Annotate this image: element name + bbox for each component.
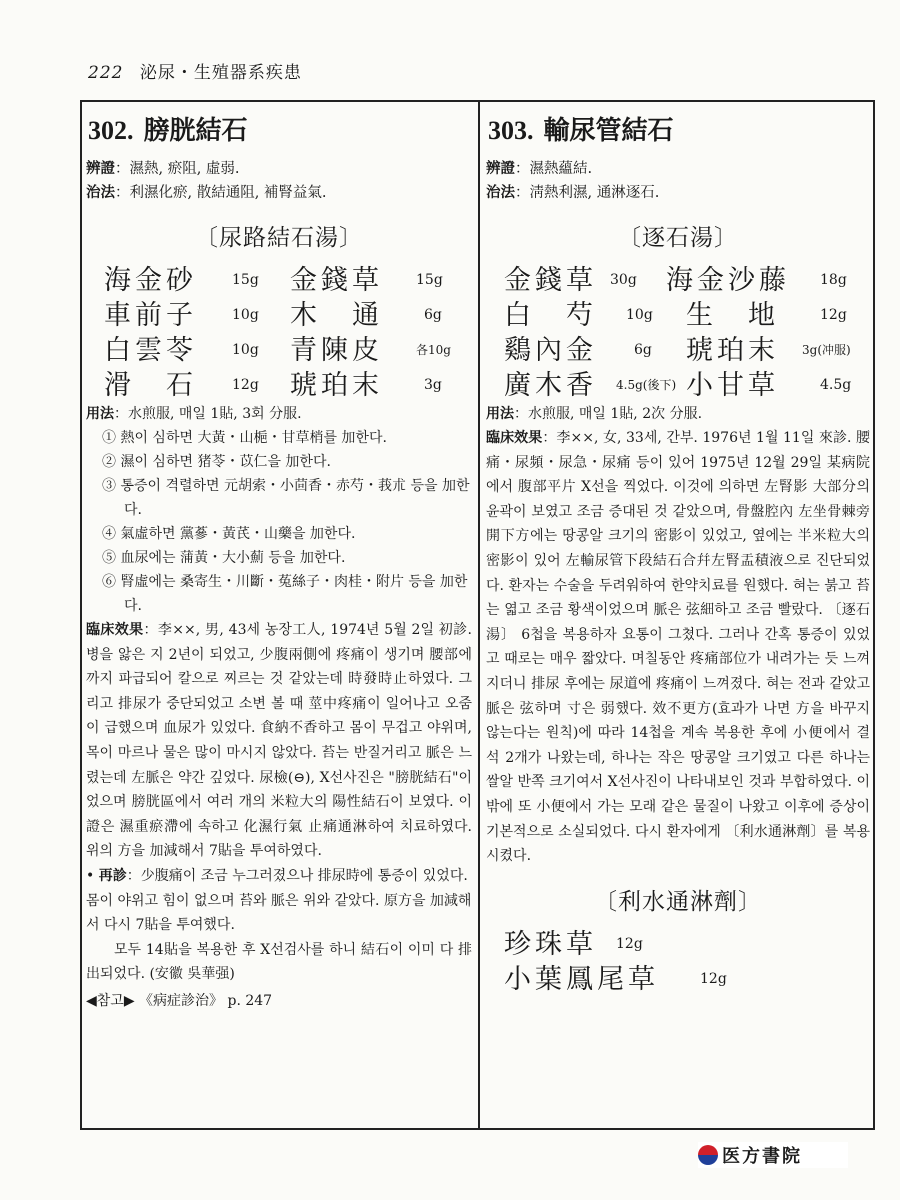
herb-row [104,293,472,331]
herb-dose: 12g [232,377,259,393]
herb-dose: 15g [232,272,259,288]
herb-name: 青陳皮 [290,335,383,366]
usage-line: 用法：水煎服, 매일 1貼, 3회 分服. [86,406,302,422]
modification-list [86,426,472,618]
herb-list [104,258,472,401]
herb-dose: 3g [424,377,442,393]
herb-name: 白 芍 [504,300,597,331]
entry-name: 膀胱結石 [143,116,248,146]
herb-name: 鷄內金 [504,335,597,366]
list-item: ② 濕이 심하면 猪苓・苡仁을 加한다. [102,454,331,470]
herb-dose: 12g [616,935,643,952]
prescription-name: 〔尿路結石湯〕 [195,225,363,251]
list-item: ④ 氣虛하면 黨蔘・黃芪・山藥을 加한다. [102,526,356,542]
section-title: 泌尿・生殖器系疾患 [139,63,302,83]
herb-dose: 12g [820,307,847,323]
herb-name: 小葉鳳尾草 [504,963,659,995]
recheck-paragraph: • 再診：少腹痛이 조금 누그러졌으나 排尿時에 통증이 있었다. 몸이 야위고 힘이 없으며 苔와 脈은 위와 같았다. 原方을 加減해서 다시 7貼을 투여했다. [86,867,472,934]
entry-303 [486,108,871,995]
herb-name: 金錢草 [504,265,597,296]
herb-dose: 各10g [416,343,451,357]
entry-number: 303. [488,116,534,145]
herb-row [504,957,870,995]
herb-row [504,258,870,296]
method-line: 治法：淸熱利濕, 通淋逐石. [486,184,660,201]
herb-row [104,363,472,401]
herb-dose: 12g [700,970,727,987]
publisher-name: 医方書院 [722,1146,802,1167]
entry-number: 302. [88,116,134,145]
herb-name: 金錢草 [290,265,383,296]
herb-dose: 10g [232,307,259,323]
prescription-name-2: 〔利水通淋劑〕 [594,888,762,915]
reference-line: ◀참고▶ 《病症診治》 p. 247 [86,992,273,1009]
herb-name: 生 地 [686,300,779,331]
clinical-paragraph: 臨床效果：李××, 男, 43세 농장工人, 1974년 5월 2일 初診. 병을 앓은 지 2년이 되었고, 少腹兩側에 疼痛이 생기며 腰部에까지 파급되어 칼으로 찌르는 것 같았는데 時發時止하였다. 그리고 排尿가 중단되었고 소변 볼 때 莖中疼痛이 일어나고 오줌이 급했으며 血尿가 있었다. 食納不香하고 몸이 무겁고 야위며, 목이 마르나 물은 많이 마시지 않았다. 苔는 반질거리고 脈은 느렸는데 左脈은 약간 깊었다. 尿檢(⊖), X선사진은 "膀胱結石"이었으며 膀胱區에서 여러 개의 米粒大의 陽性結石이 보였다. 이 證은 濕重瘀滯에 속하고 化濕行氣 止痛通淋하여 치료하였다. 위의 方을 加減해서 7貼을 투여하였다. [86,622,473,860]
list-item: ③ 통증이 격렬하면 元胡索・小茴香・赤芍・莪朮 등을 加한다. [102,478,470,518]
page-header [88,58,302,83]
herb-dose: 18g [820,272,847,288]
diagnosis-line: 辨證：濕熱蘊結. [486,160,593,177]
page-number: 222 [88,63,124,83]
herb-row [504,363,870,401]
column-divider [478,100,480,1130]
herb-name: 琥珀末 [686,335,779,366]
herb-list [504,258,870,401]
herb-name: 廣木香 [504,370,597,401]
herb-dose: 3g(冲服) [802,343,851,357]
diagnosis-line: 辨證：濕熱, 瘀阻, 虛弱. [86,160,240,177]
method-line: 治法：利濕化瘀, 散結通阻, 補腎益氣. [86,184,327,201]
herb-name: 小甘草 [686,370,779,401]
entry-302 [86,108,472,1013]
herb-name: 白雲苓 [104,335,197,366]
herb-row [104,258,472,296]
herb-dose: 6g [634,342,652,358]
clinical-paragraph: 臨床效果：李××, 女, 33세, 간부. 1976년 1월 11일 來診. 腰痛・尿頻・尿急・尿痛 등이 있어 1975년 12월 29일 某病院에서 腹部平片 X선을 찍었다. 이것에 의하면 左腎影 大部分의 윤곽이 보였고 조금 증대된 것 같았으며, 骨盤腔內 左坐骨棘旁開下方에는 땅콩알 크기의 密影이 있었고, 옆에는 半米粒大의 密影이 있어 左輸尿管下段結石合幷左腎盂積液으로 진단되었다. 환자는 수술을 두려워하여 한약치료를 원했다. 혀는 붉고 苔는 엷고 조금 황색이었으며 脈은 弦細하고 조금 빨랐다. 〔逐石湯〕 6첩을 복용하자 요통이 그쳤다. 그러나 간혹 통증이 있었고 때로는 매우 짧았다. 며칠동안 疼痛部位가 내려가는 듯 느껴지더니 排尿 후에는 尿道에 疼痛이 느껴졌다. 혀는 전과 같았고 脈은 弦하며 寸은 弱했다. 效不更方(효과가 나면 方을 바꾸지 않는다는 원칙)에 따라 14첩을 계속 복용한 후에 小便에서 결석 2개가 나왔는데, 하나는 작은 땅콩알 크기였고 다른 하나는 쌀알 반쪽 크기여서 X선사진이 나타내보인 것과 부합하였다. 이밖에 또 小便에서 가는 모래 같은 물질이 나왔고 이후에 증상이 기본적으로 소실되었다. 다시 환자에게 〔利水通淋劑〕를 복용시켰다. [486,430,871,865]
herb-dose: 30g [610,272,637,288]
herb-dose: 15g [416,272,443,288]
herb-dose: 4.5g [820,377,852,393]
herb-list-2 [504,922,870,995]
herb-dose: 10g [626,307,653,323]
herb-row [104,328,472,366]
list-item: ⑥ 腎虛에는 桑寄生・川斷・菟絲子・肉桂・附片 등을 加한다. [102,574,468,614]
entry-name: 輸尿管結石 [543,116,674,146]
herb-name: 珍珠草 [504,928,597,960]
final-paragraph: 모두 14貼을 복용한 후 X선검사를 하니 結石이 이미 다 排出되었다. (安徽 吳華强) [86,941,472,983]
prescription-name: 〔逐石湯〕 [618,225,738,251]
publisher-logo [698,1142,848,1168]
herb-name: 海金沙藤 [666,265,790,296]
herb-dose: 10g [232,342,259,358]
herb-name: 車前子 [104,300,197,331]
herb-row [504,328,870,366]
herb-name: 琥珀末 [290,370,383,401]
herb-dose: 6g [424,307,442,323]
herb-row [504,922,870,960]
list-item: ① 熱이 심하면 大黃・山梔・甘草梢를 加한다. [102,430,387,446]
entry-title [88,110,472,147]
herb-dose: 4.5g(後下) [616,378,677,392]
herb-row [504,293,870,331]
herb-name: 海金砂 [104,265,197,296]
taegeuk-icon [698,1145,718,1165]
entry-title [488,110,870,147]
herb-name: 滑 石 [104,370,197,401]
herb-name: 木 通 [290,300,383,331]
list-item: ⑤ 血尿에는 蒲黃・大小薊 등을 加한다. [102,550,346,566]
usage-line: 用法：水煎服, 매일 1貼, 2次 分服. [486,406,703,422]
